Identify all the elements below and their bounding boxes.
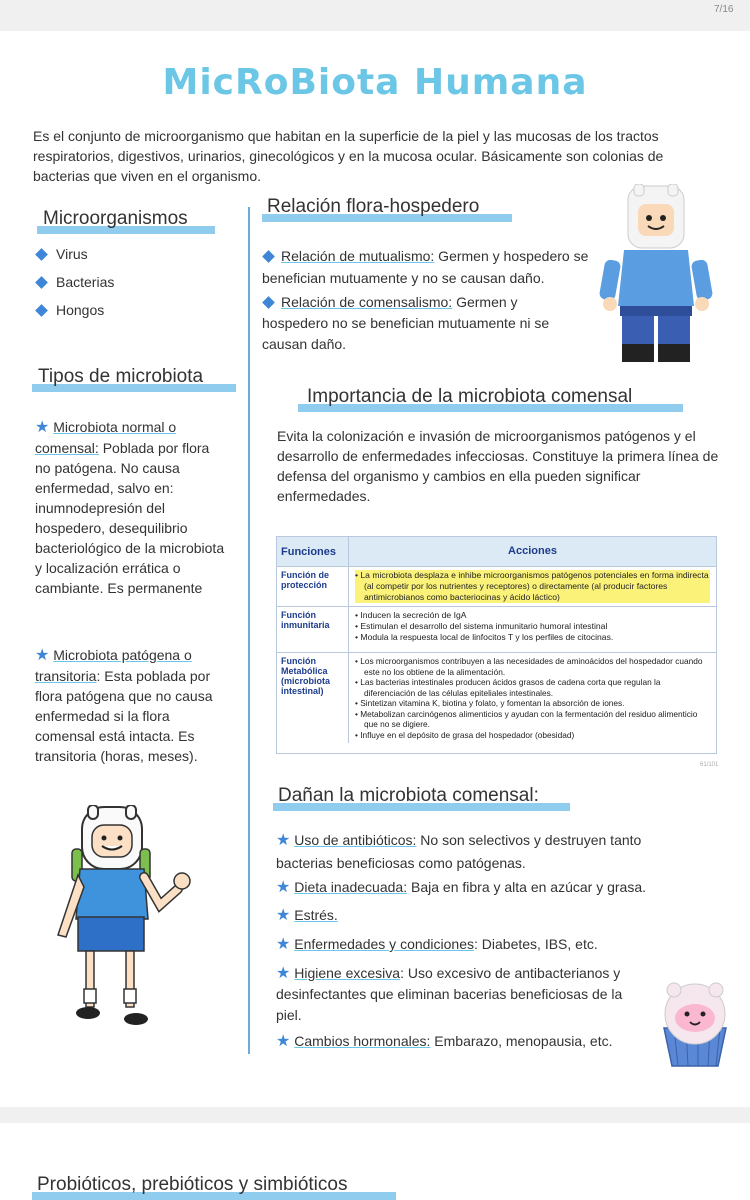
- table-cell-funcion: Función inmunitaria: [277, 607, 349, 652]
- microbiota-patogena-term: Microbiota patógena o transitoria: [35, 647, 192, 684]
- table-header-funciones: Funciones: [277, 537, 349, 566]
- danan-item: ★ Higiene excesiva: Uso excesivo de antibacterianos y desinfectantes que eliminan bacerias beneficiosas de la piel.: [276, 965, 623, 1023]
- table-bullet: • Inducen la secreción de IgA: [355, 610, 467, 620]
- table-bullet: • Metabolizan carcinógenos alimenticios y ayudan con la fermentación del residuo alimenticio que no se digiere.: [355, 708, 698, 729]
- table-bullet: • Estimulan el desarrollo del sistema inmunitario humoral intestinal: [355, 621, 608, 631]
- page-title: MicRoBiota Humana: [162, 62, 588, 103]
- microbiota-patogena-paragraph: [35, 645, 225, 766]
- next-section-heading: Probióticos, prebióticos y simbióticos: [37, 1174, 348, 1195]
- comensalismo-paragraph: [262, 292, 572, 355]
- danan-item: ★ Uso de antibióticos: No son selectivos y destruyen tanto bacterias beneficiosas como patógenas.: [276, 832, 642, 871]
- danan-heading: Dañan la microbiota comensal:: [278, 785, 539, 806]
- importancia-paragraph: Evita la colonización e invasión de microorganismos patógenos y el desarrollo de enfermedades infecciosas. Constituye la primera línea de defensa del organismo y cambios en ella pueden significar enfermedades.: [277, 428, 719, 504]
- list-item: Virus: [33, 240, 114, 268]
- mutualismo-term: Relación de mutualismo:: [281, 248, 435, 264]
- star-bullet-icon: ★: [276, 965, 291, 982]
- table-row: [277, 653, 716, 743]
- list-item: Bacterias: [33, 268, 114, 296]
- star-bullet-icon: ★: [35, 419, 50, 436]
- table-cell-acciones: [349, 653, 716, 743]
- relacion-heading: Relación flora-hospedero: [267, 196, 480, 217]
- column-divider: [248, 207, 250, 1054]
- diamond-bullet-icon: [35, 248, 48, 261]
- importancia-heading: Importancia de la microbiota comensal: [307, 386, 633, 407]
- star-bullet-icon: ★: [276, 907, 291, 924]
- microorganismos-heading: Microorganismos: [43, 208, 188, 229]
- intro-paragraph: Es el conjunto de microorganismo que habitan en la superficie de la piel y las mucosas de los tractos respiratorios, digestivos, urinarios, ginecológicos y en la mucosa ocular. Básicamente son colonias de bacterias que viven en el organismo.: [33, 128, 664, 184]
- mutualismo-paragraph: [262, 245, 592, 289]
- table-reference: 61/101: [700, 762, 719, 768]
- comensalismo-text: Germen y hospedero no se benefician mutuamente ni se causan daño.: [262, 294, 550, 352]
- table-bullet: • Las bacterias intestinales producen ácidos grasos de cadena corta que regulan la diferenciación de las células epiteliales intestinales.: [355, 677, 661, 698]
- diamond-bullet-icon: [262, 250, 275, 263]
- microorganismos-list: [33, 240, 114, 324]
- microbiota-normal-paragraph: [35, 417, 225, 598]
- danan-item: ★ Enfermedades y condiciones: Diabetes, IBS, etc.: [276, 936, 598, 953]
- tipos-heading: Tipos de microbiota: [38, 366, 204, 387]
- diamond-bullet-icon: [262, 296, 275, 309]
- table-cell-funcion: Función de protección: [277, 567, 349, 606]
- page-number-top: 7/16: [714, 4, 734, 15]
- cupcake-illustration: [650, 980, 740, 1070]
- list-item: Hongos: [33, 296, 114, 324]
- star-bullet-icon: ★: [276, 1033, 291, 1050]
- diamond-bullet-icon: [35, 276, 48, 289]
- table-bullet: • Los microorganismos contribuyen a las necesidades de aminoácidos del hospedador cuando este no los obtiene de la alimentación.: [355, 656, 703, 677]
- table-cell-acciones: [349, 607, 716, 652]
- diamond-bullet-icon: [35, 304, 48, 317]
- table-bullet: • Modula la respuesta local de linfocitos T y los perfiles de citocinas.: [355, 632, 614, 642]
- finn-illustration: [48, 805, 198, 1033]
- table-row: [277, 567, 716, 607]
- mutualismo-text: Germen y hospedero se benefician mutuamente y no se causan daño.: [262, 248, 589, 286]
- table-header-acciones: Acciones: [508, 545, 557, 557]
- star-bullet-icon: ★: [276, 832, 291, 849]
- microbiota-patogena-text: : Esta poblada por flora patógena que no causa enfermedad si la flora comensal está intacta. Es transitoria (horas, meses).: [35, 668, 213, 764]
- table-bullet: • Influye en el depósito de grasa del hospedador (obesidad): [355, 729, 575, 740]
- table-bullet: • Sintetizan vitamina K, biotina y folato, y fomentan la absorción de iones.: [355, 698, 625, 708]
- microbiota-normal-term: Microbiota normal o comensal:: [35, 419, 177, 456]
- microbiota-normal-text: Poblada por flora no patógena. No causa enfermedad, salvo en: inumnodepresión del hospedero, desequilibrio bacteriológico de la microbiota y localización errática o cambiante. Es permanente: [35, 440, 225, 596]
- danan-item: ★ Cambios hormonales: Embarazo, menopausia, etc.: [276, 1033, 613, 1050]
- danan-item: ★ Estrés.: [276, 907, 338, 924]
- funciones-table: [276, 536, 717, 754]
- comensalismo-term: Relación de comensalismo:: [281, 294, 453, 310]
- danan-item: ★ Dieta inadecuada: Baja en fibra y alta en azúcar y grasa.: [276, 879, 647, 896]
- star-bullet-icon: ★: [35, 647, 50, 664]
- finn-lego-illustration: [598, 184, 713, 366]
- table-cell-funcion: Función Metabólica (microbiota intestinal): [277, 653, 349, 743]
- table-row: [277, 607, 716, 653]
- table-cell-acciones: [349, 567, 716, 606]
- table-header-row: [277, 537, 716, 567]
- star-bullet-icon: ★: [276, 936, 291, 953]
- star-bullet-icon: ★: [276, 879, 291, 896]
- table-bullet: • La microbiota desplaza e inhibe microorganismos patógenos potenciales en forma indirecta (al competir por los nutrientes y receptores) o directamente (al producir factores antimicrobianos como bacteriocinas y ácido láctico): [355, 570, 709, 602]
